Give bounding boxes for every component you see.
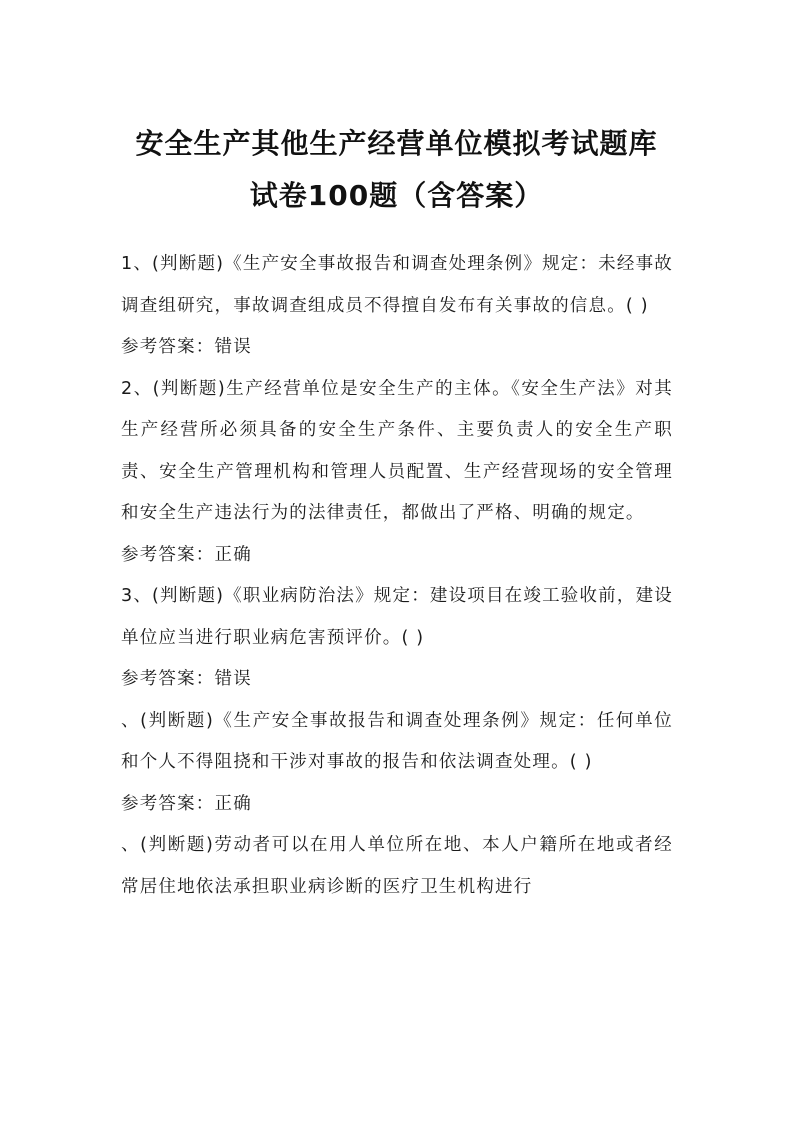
question-text: 1、(判断题)《生产安全事故报告和调查处理条例》规定：未经事故调查组研究，事故调查组成员不得擅自发布有关事故的信息。( )	[121, 254, 673, 316]
title-line-2: 试卷100题（含答案）	[249, 179, 544, 212]
question-text: 3、(判断题)《职业病防治法》规定：建设项目在竣工验收前，建设单位应当进行职业病危害预评价。( )	[121, 586, 673, 648]
answer-line	[121, 784, 673, 826]
question-item	[121, 576, 673, 701]
answer-line	[121, 327, 673, 369]
answer-label: 参考答案：	[121, 793, 215, 814]
question-text: 、(判断题)劳动者可以在用人单位所在地、本人户籍所在地或者经常居住地依法承担职业病诊断的医疗卫生机构进行	[121, 835, 673, 897]
question-item	[121, 701, 673, 826]
question-item	[121, 825, 673, 908]
document-title	[0, 118, 793, 222]
answer-label: 参考答案：	[121, 544, 215, 565]
question-text: 2、(判断题)生产经营单位是安全生产的主体。《安全生产法》对其生产经营所必须具备的安全生产条件、主要负责人的安全生产职责、安全生产管理机构和管理人员配置、生产经营现场的安全管理和安全生产违法行为的法律责任，都做出了严格、明确的规定。	[121, 378, 673, 523]
question-item	[121, 244, 673, 369]
answer-line	[121, 659, 673, 701]
answer-value: 错误	[214, 669, 252, 689]
answer-label: 参考答案：	[121, 669, 215, 689]
question-list	[121, 244, 673, 908]
answer-value: 错误	[214, 337, 252, 357]
answer-line	[121, 535, 673, 577]
answer-label: 参考答案：	[121, 337, 215, 357]
title-line-1: 安全生产其他生产经营单位模拟考试题库	[135, 127, 658, 160]
question-text: 、(判断题)《生产安全事故报告和调查处理条例》规定：任何单位和个人不得阻挠和干涉对事故的报告和依法调查处理。( )	[121, 710, 673, 772]
question-item	[121, 369, 673, 577]
answer-value: 正确	[214, 793, 252, 814]
answer-value: 正确	[214, 544, 252, 565]
